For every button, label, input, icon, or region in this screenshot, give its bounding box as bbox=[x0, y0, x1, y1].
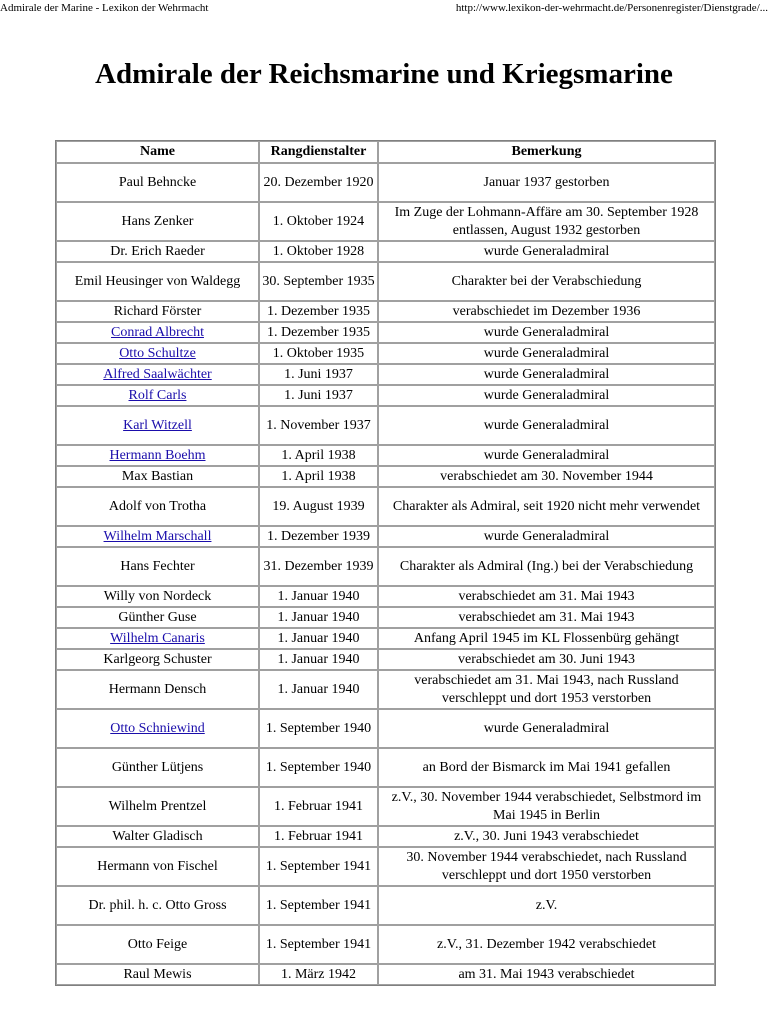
column-header-remark: Bemerkung bbox=[378, 141, 715, 163]
cell-name: Karlgeorg Schuster bbox=[56, 649, 259, 670]
cell-name bbox=[56, 343, 259, 364]
table-header-row bbox=[56, 141, 715, 163]
cell-name: Wilhelm Prentzel bbox=[56, 787, 259, 826]
cell-name: Otto Feige bbox=[56, 925, 259, 964]
cell-rank-date: 30. September 1935 bbox=[259, 262, 378, 301]
table-row bbox=[56, 607, 715, 628]
cell-name bbox=[56, 526, 259, 547]
cell-remark: wurde Generaladmiral bbox=[378, 445, 715, 466]
table-row bbox=[56, 649, 715, 670]
cell-rank-date: 1. Januar 1940 bbox=[259, 670, 378, 709]
admiral-name-link[interactable]: Hermann Boehm bbox=[109, 447, 206, 463]
admiral-name-link[interactable]: Otto Schultze bbox=[119, 345, 196, 361]
table-body bbox=[56, 163, 715, 985]
cell-rank-date: 1. Februar 1941 bbox=[259, 826, 378, 847]
admiral-name-link[interactable]: Conrad Albrecht bbox=[111, 324, 204, 340]
cell-rank-date: 1. Oktober 1928 bbox=[259, 241, 378, 262]
cell-name bbox=[56, 445, 259, 466]
cell-name: Walter Gladisch bbox=[56, 826, 259, 847]
cell-rank-date: 1. November 1937 bbox=[259, 406, 378, 445]
cell-remark: wurde Generaladmiral bbox=[378, 322, 715, 343]
cell-rank-date: 1. September 1940 bbox=[259, 748, 378, 787]
table-row bbox=[56, 406, 715, 445]
table-row bbox=[56, 826, 715, 847]
cell-remark: verabschiedet am 30. Juni 1943 bbox=[378, 649, 715, 670]
cell-remark: am 31. Mai 1943 verabschiedet bbox=[378, 964, 715, 985]
print-header-url: http://www.lexikon-der-wehrmacht.de/Personenregister/Dienstgrade/... bbox=[455, 2, 768, 14]
cell-remark: 30. November 1944 verabschiedet, nach Russland verschleppt und dort 1950 verstorben bbox=[378, 847, 715, 886]
table-row bbox=[56, 241, 715, 262]
print-header bbox=[0, 0, 768, 16]
cell-remark: verabschiedet am 31. Mai 1943, nach Russland verschleppt und dort 1953 verstorben bbox=[378, 670, 715, 709]
table-row bbox=[56, 445, 715, 466]
cell-rank-date: 1. September 1940 bbox=[259, 709, 378, 748]
table-row bbox=[56, 670, 715, 709]
cell-rank-date: 1. März 1942 bbox=[259, 964, 378, 985]
page-title: Admirale der Reichsmarine und Kriegsmarine bbox=[95, 58, 673, 90]
admiral-name-link[interactable]: Alfred Saalwächter bbox=[103, 366, 212, 382]
table-row bbox=[56, 886, 715, 925]
cell-rank-date: 20. Dezember 1920 bbox=[259, 163, 378, 202]
admiral-name-link[interactable]: Wilhelm Canaris bbox=[110, 630, 205, 646]
cell-remark: wurde Generaladmiral bbox=[378, 709, 715, 748]
cell-rank-date: 1. Oktober 1924 bbox=[259, 202, 378, 241]
cell-name: Max Bastian bbox=[56, 466, 259, 487]
cell-remark: wurde Generaladmiral bbox=[378, 406, 715, 445]
cell-name: Hans Zenker bbox=[56, 202, 259, 241]
cell-remark: Anfang April 1945 im KL Flossenbürg gehängt bbox=[378, 628, 715, 649]
cell-name: Willy von Nordeck bbox=[56, 586, 259, 607]
table-row bbox=[56, 322, 715, 343]
cell-name: Paul Behncke bbox=[56, 163, 259, 202]
cell-name: Günther Lütjens bbox=[56, 748, 259, 787]
admiral-name-link[interactable]: Karl Witzell bbox=[123, 417, 192, 433]
cell-name: Adolf von Trotha bbox=[56, 487, 259, 526]
table-row bbox=[56, 343, 715, 364]
cell-remark: Im Zuge der Lohmann-Affäre am 30. September 1928 entlassen, August 1932 gestorben bbox=[378, 202, 715, 241]
cell-rank-date: 1. Dezember 1935 bbox=[259, 322, 378, 343]
table-row bbox=[56, 964, 715, 985]
cell-name: Dr. Erich Raeder bbox=[56, 241, 259, 262]
cell-remark: Charakter als Admiral (Ing.) bei der Verabschiedung bbox=[378, 547, 715, 586]
column-header-rank-date: Rangdienstalter bbox=[259, 141, 378, 163]
table-row bbox=[56, 709, 715, 748]
cell-name: Hans Fechter bbox=[56, 547, 259, 586]
cell-name: Raul Mewis bbox=[56, 964, 259, 985]
table-row bbox=[56, 586, 715, 607]
admiral-name-link[interactable]: Otto Schniewind bbox=[110, 720, 205, 736]
cell-remark: an Bord der Bismarck im Mai 1941 gefallen bbox=[378, 748, 715, 787]
cell-rank-date: 1. Februar 1941 bbox=[259, 787, 378, 826]
table-row bbox=[56, 466, 715, 487]
cell-remark: Charakter bei der Verabschiedung bbox=[378, 262, 715, 301]
cell-name: Hermann von Fischel bbox=[56, 847, 259, 886]
cell-remark: z.V., 30. November 1944 verabschiedet, Selbstmord im Mai 1945 in Berlin bbox=[378, 787, 715, 826]
table-row bbox=[56, 547, 715, 586]
cell-remark: wurde Generaladmiral bbox=[378, 364, 715, 385]
cell-remark: verabschiedet am 31. Mai 1943 bbox=[378, 607, 715, 628]
cell-rank-date: 1. Dezember 1939 bbox=[259, 526, 378, 547]
cell-remark: wurde Generaladmiral bbox=[378, 241, 715, 262]
admiral-name-link[interactable]: Rolf Carls bbox=[128, 387, 187, 403]
table-row bbox=[56, 202, 715, 241]
cell-name: Dr. phil. h. c. Otto Gross bbox=[56, 886, 259, 925]
cell-remark: wurde Generaladmiral bbox=[378, 526, 715, 547]
admirals-table bbox=[55, 140, 716, 986]
cell-rank-date: 1. April 1938 bbox=[259, 466, 378, 487]
table-row bbox=[56, 262, 715, 301]
cell-name bbox=[56, 406, 259, 445]
cell-name: Emil Heusinger von Waldegg bbox=[56, 262, 259, 301]
table-row bbox=[56, 301, 715, 322]
cell-remark: z.V., 31. Dezember 1942 verabschiedet bbox=[378, 925, 715, 964]
cell-name bbox=[56, 322, 259, 343]
cell-rank-date: 1. Januar 1940 bbox=[259, 628, 378, 649]
cell-remark: wurde Generaladmiral bbox=[378, 343, 715, 364]
table-row bbox=[56, 787, 715, 826]
cell-remark: wurde Generaladmiral bbox=[378, 385, 715, 406]
table-row bbox=[56, 364, 715, 385]
table-row bbox=[56, 847, 715, 886]
cell-name bbox=[56, 385, 259, 406]
cell-rank-date: 1. Juni 1937 bbox=[259, 364, 378, 385]
cell-rank-date: 1. Januar 1940 bbox=[259, 586, 378, 607]
admiral-name-link[interactable]: Wilhelm Marschall bbox=[103, 528, 212, 544]
table-row bbox=[56, 163, 715, 202]
cell-remark: z.V., 30. Juni 1943 verabschiedet bbox=[378, 826, 715, 847]
cell-rank-date: 1. Januar 1940 bbox=[259, 607, 378, 628]
cell-remark: verabschiedet am 30. November 1944 bbox=[378, 466, 715, 487]
cell-remark: Januar 1937 gestorben bbox=[378, 163, 715, 202]
table-row bbox=[56, 748, 715, 787]
print-header-title: Admirale der Marine - Lexikon der Wehrmacht bbox=[0, 2, 209, 14]
cell-rank-date: 1. September 1941 bbox=[259, 886, 378, 925]
table-row bbox=[56, 925, 715, 964]
cell-rank-date: 1. Januar 1940 bbox=[259, 649, 378, 670]
cell-rank-date: 1. April 1938 bbox=[259, 445, 378, 466]
table-row bbox=[56, 487, 715, 526]
cell-remark: Charakter als Admiral, seit 1920 nicht mehr verwendet bbox=[378, 487, 715, 526]
cell-name: Richard Förster bbox=[56, 301, 259, 322]
cell-name bbox=[56, 364, 259, 385]
cell-rank-date: 1. September 1941 bbox=[259, 847, 378, 886]
cell-name bbox=[56, 709, 259, 748]
cell-remark: verabschiedet im Dezember 1936 bbox=[378, 301, 715, 322]
cell-rank-date: 1. September 1941 bbox=[259, 925, 378, 964]
cell-name: Hermann Densch bbox=[56, 670, 259, 709]
cell-remark: z.V. bbox=[378, 886, 715, 925]
table-row bbox=[56, 628, 715, 649]
column-header-name: Name bbox=[56, 141, 259, 163]
table-row bbox=[56, 385, 715, 406]
cell-rank-date: 19. August 1939 bbox=[259, 487, 378, 526]
cell-name: Günther Guse bbox=[56, 607, 259, 628]
cell-rank-date: 31. Dezember 1939 bbox=[259, 547, 378, 586]
cell-rank-date: 1. Oktober 1935 bbox=[259, 343, 378, 364]
cell-remark: verabschiedet am 31. Mai 1943 bbox=[378, 586, 715, 607]
cell-name bbox=[56, 628, 259, 649]
cell-rank-date: 1. Juni 1937 bbox=[259, 385, 378, 406]
table-row bbox=[56, 526, 715, 547]
cell-rank-date: 1. Dezember 1935 bbox=[259, 301, 378, 322]
